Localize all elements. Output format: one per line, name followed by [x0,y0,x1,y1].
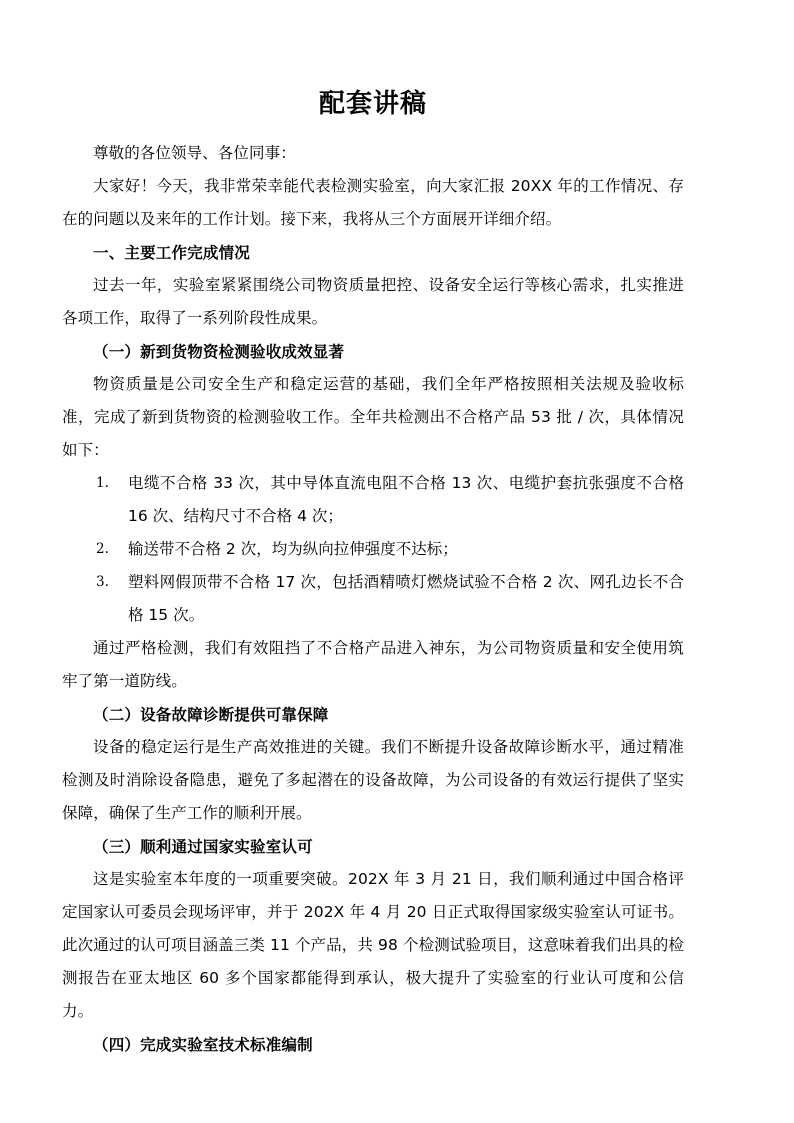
list-item-marker: 2. [96,541,109,557]
list-item-text: 塑料网假顶带不合格 17 次，包括酒精喷灯燃烧试验不合格 2 次、网孔边长不合格 15 次。 [128,573,684,624]
list-item-marker: 1. [96,475,109,491]
salutation-paragraph: 尊敬的各位领导、各位同事： [93,144,296,162]
section-one-heading: 一、主要工作完成情况 [93,243,251,262]
opening-paragraph: 大家好！今天，我非常荣幸能代表检测实验室，向大家汇报 20XX 年的工作情况、存在的问题以及来年的工作计划。接下来，我将从三个方面展开详细介绍。 [62,177,684,228]
subsection-two-paragraph: 设备的稳定运行是生产高效推进的关键。我们不断提升设备故障诊断水平，通过精准检测及时消除设备隐患，避免了多起潜在的设备故障，为公司设备的有效运行提供了坚实保障，确保了生产工作的顺利开展。 [62,738,684,822]
subsection-three-paragraph: 这是实验室本年度的一项重要突破。202X 年 3 月 21 日，我们顺利通过中国合格评定国家认可委员会现场评审，并于 202X 年 4 月 20 日正式取得国家级实验室认可证书。此次通过的认可项目涵盖三类 11 个产品，共 98 个检测试验项目，这意味着我们出具的检测报告在亚太地区 60 多个国家都能得到承认，极大提升了实验室的行业认可度和公信力。 [62,870,684,1020]
subsection-two-heading: （二）设备故障诊断提供可靠保障 [93,705,329,724]
list-item [62,467,684,533]
list-item-text: 电缆不合格 33 次，其中导体直流电阻不合格 13 次、电缆护套抗张强度不合格 16 次、结构尺寸不合格 4 次； [128,474,684,525]
list-item [62,566,684,632]
document-content [62,85,684,1061]
list-item-text: 输送带不合格 2 次，均为纵向拉伸强度不达标； [128,540,458,558]
subsection-three-heading: （三）顺利通过国家实验室认可 [93,837,313,856]
subsection-one-heading: （一）新到货物资检测验收成效显著 [93,342,345,361]
subsection-four-heading: （四）完成实验室技术标准编制 [93,1035,313,1054]
subsection-one-closing-paragraph: 通过严格检测，我们有效阻挡了不合格产品进入神东，为公司物资质量和安全使用筑牢了第一道防线。 [62,639,684,690]
list-item [62,533,684,566]
section-one-intro-paragraph: 过去一年，实验室紧紧围绕公司物资质量把控、设备安全运行等核心需求，扎实推进各项工作，取得了一系列阶段性成果。 [62,276,684,327]
page-title: 配套讲稿 [318,89,427,119]
subsection-one-paragraph: 物资质量是公司安全生产和稳定运营的基础，我们全年严格按照相关法规及验收标准，完成了新到货物资的检测验收工作。全年共检测出不合格产品 53 批 / 次，具体情况如下： [62,375,684,459]
list-item-marker: 3. [96,574,109,590]
nonconforming-product-list [62,467,684,632]
